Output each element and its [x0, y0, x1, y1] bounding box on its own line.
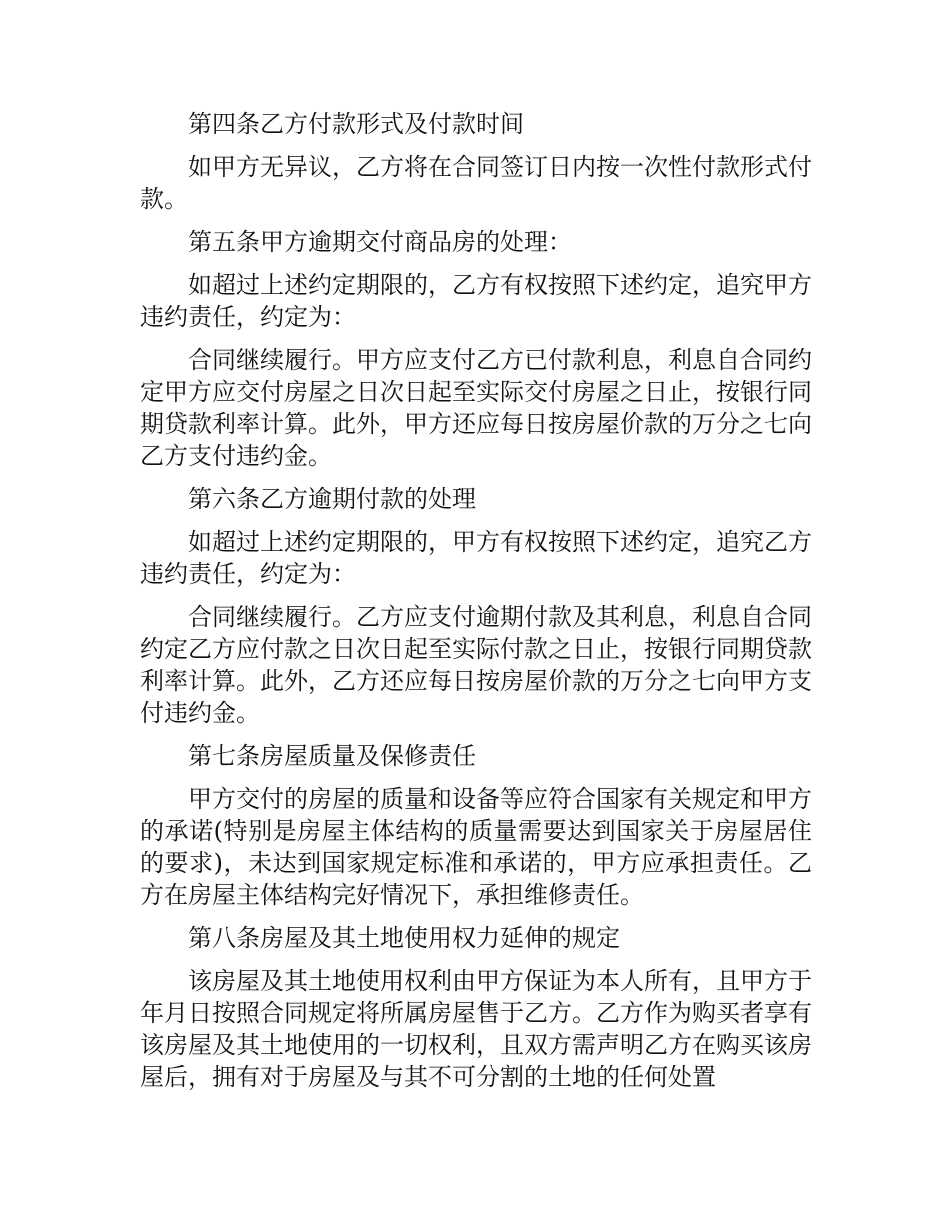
article-6-body-2: 合同继续履行。乙方应支付逾期付款及其利息，利息自合同约定乙方应付款之日次日起至实际付款之日止，按银行同期贷款利率计算。此外，乙方还应每日按房屋价款的万分之七向甲方支付违约金。: [140, 603, 812, 727]
article-8-body: 该房屋及其土地使用权利由甲方保证为本人所有，且甲方于年月日按照合同规定将所属房屋售于乙方。乙方作为购买者享有该房屋及其土地使用的一切权利，且双方需声明乙方在购买该房屋后，拥有对于房屋及与其不可分割的土地的任何处置: [140, 967, 812, 1091]
article-4-body: 如甲方无异议，乙方将在合同签订日内按一次性付款形式付款。: [140, 153, 812, 213]
article-7-heading: 第七条房屋质量及保修责任: [188, 742, 476, 770]
article-5-body-2: 合同继续履行。甲方应支付乙方已付款利息，利息自合同约定甲方应交付房屋之日次日起至实际交付房屋之日止，按银行同期贷款利率计算。此外，甲方还应每日按房屋价款的万分之七向乙方支付违约金。: [140, 346, 812, 470]
article-5-body-1: 如超过上述约定期限的，乙方有权按照下述约定，追究甲方违约责任，约定为：: [140, 271, 812, 331]
article-8-heading: 第八条房屋及其土地使用权力延伸的规定: [188, 924, 620, 952]
article-5-heading: 第五条甲方逾期交付商品房的处理：: [188, 228, 572, 256]
article-6-body-1: 如超过上述约定期限的，甲方有权按照下述约定，追究乙方违约责任，约定为：: [140, 528, 812, 588]
document-page: [140, 108, 812, 1104]
article-7-body: 甲方交付的房屋的质量和设备等应符合国家有关规定和甲方的承诺(特别是房屋主体结构的质量需要达到国家关于房屋居住的要求)，未达到国家规定标准和承诺的，甲方应承担责任。乙方在房屋主体结构完好情况下，承担维修责任。: [140, 785, 812, 909]
article-4-heading: 第四条乙方付款形式及付款时间: [188, 110, 524, 138]
article-6-heading: 第六条乙方逾期付款的处理: [188, 485, 476, 513]
